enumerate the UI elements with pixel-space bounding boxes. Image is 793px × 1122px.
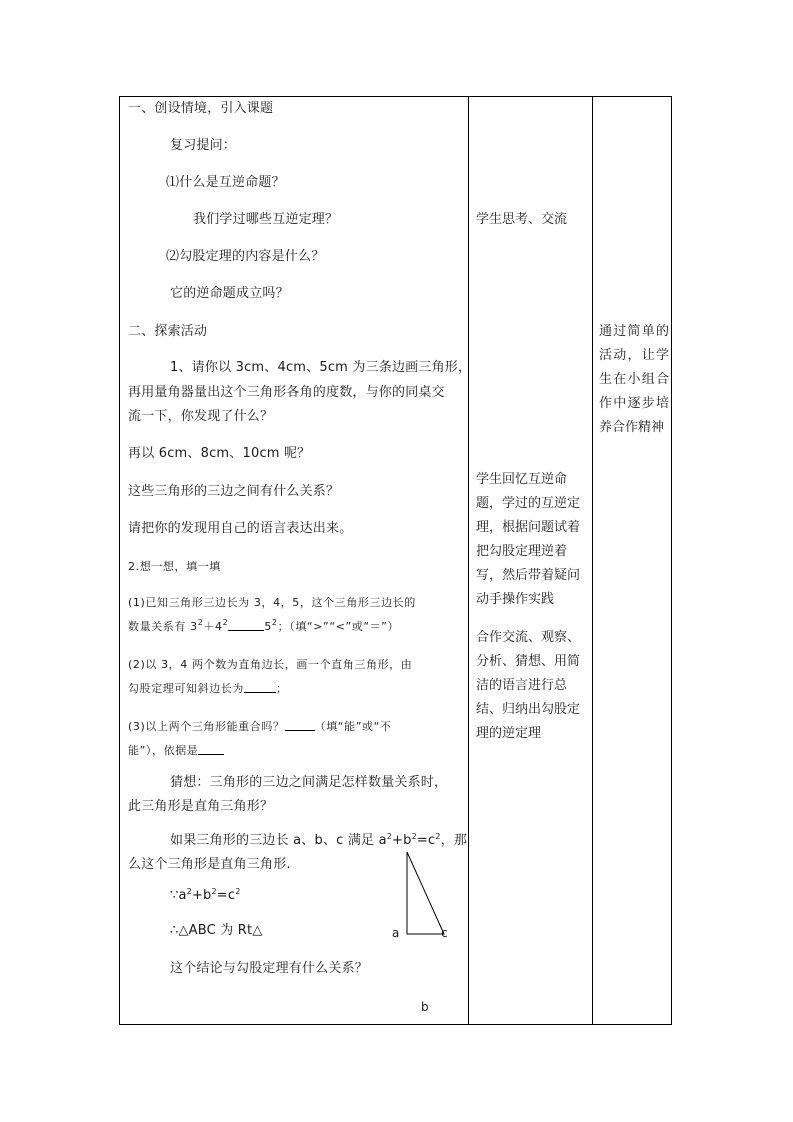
think-title: 2.想一想，填一填 (128, 560, 221, 573)
question-2: ⑵勾股定理的内容是什么？ (166, 249, 325, 264)
answer-blank-2 (244, 681, 276, 693)
label-b: b (421, 1000, 429, 1014)
activity1-line3: 流一下，你发现了什么？ (128, 409, 274, 424)
label-a: a (392, 926, 400, 940)
question-1: ⑴什么是互逆命题？ (166, 175, 285, 190)
question-1b: 我们学过哪些互逆定理？ (193, 212, 339, 227)
problem1-line2: 数量关系有 $3^2+4^2$ $5^2$；（填“>”“<”或“＝”） (128, 618, 400, 633)
problem3-line2: 能”），依据是 (128, 742, 224, 760)
review-label: 复习提问： (170, 138, 237, 153)
theorem-line2: 么这个三角形是直角三角形. (128, 857, 291, 872)
section1-heading: 一、创设情境，引入课题 (128, 101, 274, 116)
because-statement: $\because a^2+b^2=c^2$ (170, 887, 241, 903)
activity1-line1: 1、请你以 3cm、4cm、5cm 为三条边画三角形， (170, 360, 472, 375)
answer-blank-1 (228, 619, 264, 631)
student-activity-note-1: 学生思考、交流 (476, 212, 568, 227)
column-divider-2 (592, 97, 593, 1024)
problem1-line1: (1)已知三角形三边长为 3，4，5，这个三角形三边长的 (128, 596, 416, 609)
problem3-line1: (3)以上两个三角形能重合吗？ （填“能”或“不 (128, 720, 392, 733)
theorem-line1: 如果三角形的三边长 a、b、c 满足 $a^2+b^2=c^2$，那 (170, 832, 468, 848)
question-2b: 它的逆命题成立吗？ (170, 286, 289, 301)
section2-heading: 二、探索活动 (128, 324, 208, 339)
answer-blank-4 (198, 743, 224, 755)
conjecture-line2: 此三角形是直角三角形？ (128, 799, 274, 814)
express-instruction: 请把你的发现用自己的语言表达出来。 (128, 521, 353, 536)
conjecture-line1: 猜想：三角形的三边之间满足怎样数量关系时， (170, 775, 448, 790)
student-activity-note-2: 学生回忆互逆命题，学过的互逆定理，根据问题试着把勾股定理逆着写，然后带着疑问动手操作实践 (476, 472, 581, 607)
column-divider-1 (468, 97, 469, 1024)
answer-blank-3 (285, 719, 315, 731)
relation-question: 这些三角形的三边之间有什么关系？ (128, 484, 340, 499)
design-intent-note: 通过简单的活动，让学生在小组合作中逐步培养合作精神 (599, 324, 669, 435)
problem2-line2: 勾股定理可知斜边长为 ； (128, 682, 288, 695)
therefore-statement: ∴△ABC 为 Rt△ (170, 923, 263, 938)
label-c: c (441, 926, 448, 940)
problem2-line1: (2)以 3，4 两个数为直角边长，画一个直角三角形，由 (128, 658, 413, 671)
right-triangle-figure (400, 848, 460, 940)
relation-to-pythagoras: 这个结论与勾股定理有什么关系？ (170, 961, 369, 976)
triangle-outline (407, 852, 444, 934)
activity1-again: 再以 6cm、8cm、10cm 呢？ (128, 446, 311, 461)
activity1-line2: 再用量角器量出这个三角形各角的度数，与你的同桌交 (128, 385, 445, 400)
student-activity-note-3: 合作交流、观察、分析、猜想、用简洁的语言进行总结、归纳出勾股定理的逆定理 (476, 630, 581, 741)
